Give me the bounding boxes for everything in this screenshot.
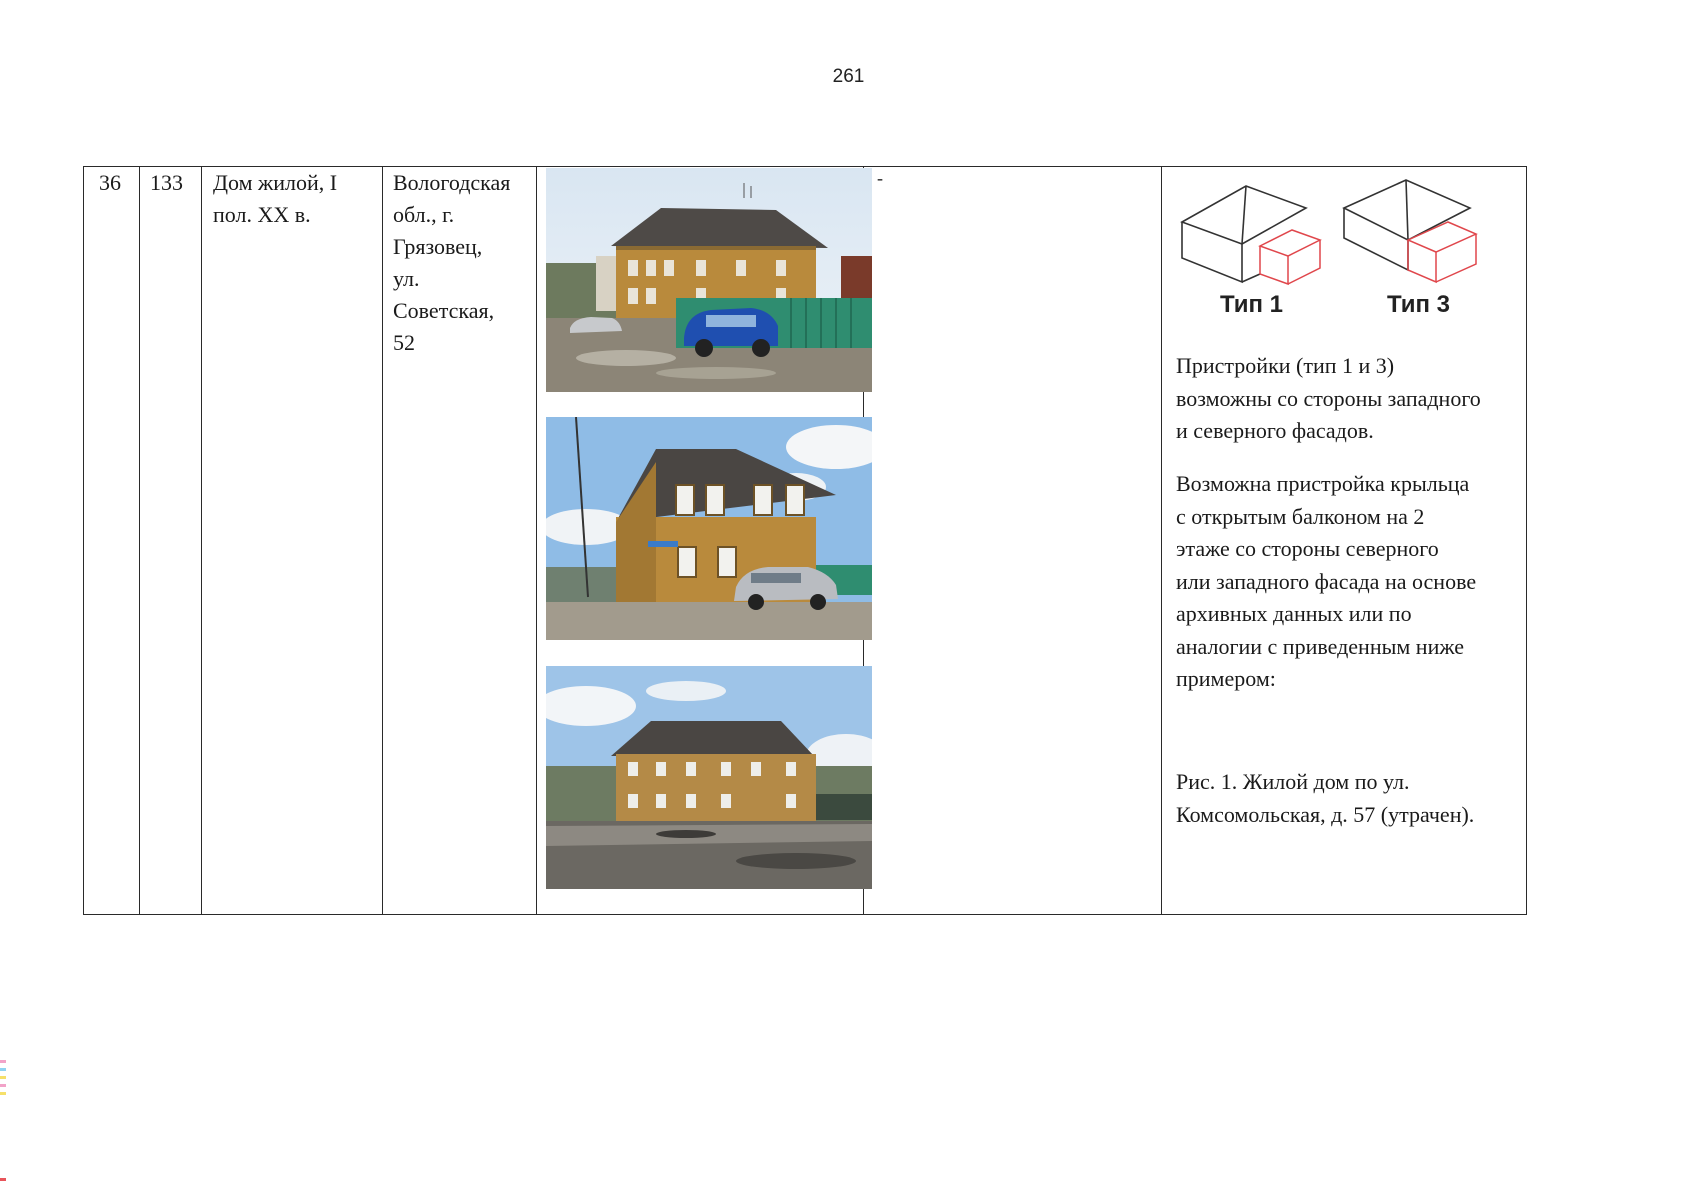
note-line: или западного фасада на основе bbox=[1176, 568, 1477, 594]
notes-paragraph-1 bbox=[1176, 350, 1526, 448]
scan-artifact bbox=[0, 1068, 6, 1071]
type3-house-icon bbox=[1344, 180, 1470, 270]
type1-label: Тип 1 bbox=[1220, 291, 1284, 318]
table-left-border bbox=[83, 166, 84, 915]
col-divider-2 bbox=[201, 166, 202, 915]
note-line: Комсомольская, д. 57 (утрачен). bbox=[1176, 801, 1475, 827]
col-divider-4 bbox=[536, 166, 537, 915]
scan-artifact bbox=[0, 1084, 6, 1087]
note-line: этаже со стороны северного bbox=[1176, 536, 1439, 561]
note-line: аналогии с приведенным ниже bbox=[1176, 633, 1465, 659]
row-code: 133 bbox=[150, 170, 183, 195]
address-line: 52 bbox=[393, 330, 415, 355]
note-line: Возможна пристройка крыльца bbox=[1176, 471, 1470, 496]
building-photo-3 bbox=[546, 666, 872, 889]
row-number: 36 bbox=[99, 170, 121, 195]
type1-extension-icon bbox=[1260, 230, 1320, 284]
extension-type-diagram bbox=[1176, 178, 1516, 288]
scan-artifact bbox=[0, 1178, 6, 1181]
object-name-line: Дом жилой, I bbox=[213, 170, 338, 195]
scan-artifact bbox=[0, 1092, 6, 1095]
scan-artifact bbox=[0, 1076, 6, 1079]
page-number: 261 bbox=[832, 66, 865, 87]
object-address bbox=[393, 167, 510, 359]
type3-label: Тип 3 bbox=[1387, 291, 1451, 318]
note-line: возможны со стороны западного bbox=[1176, 385, 1481, 411]
address-line: Советская, bbox=[393, 298, 495, 323]
note-line: и северного фасадов. bbox=[1176, 418, 1374, 443]
col-divider-3 bbox=[382, 166, 383, 915]
address-line: Грязовец, bbox=[393, 234, 483, 259]
scan-artifact bbox=[0, 1060, 6, 1063]
col-divider-6 bbox=[1161, 166, 1162, 915]
empty-cell-mark: - bbox=[877, 168, 883, 188]
object-name bbox=[213, 167, 337, 231]
building-photo-1 bbox=[546, 168, 872, 392]
table-bottom-border bbox=[83, 914, 1527, 915]
note-line: Пристройки (тип 1 и 3) bbox=[1176, 353, 1395, 378]
note-line: с открытым балконом на 2 bbox=[1176, 503, 1425, 529]
figure-caption bbox=[1176, 766, 1526, 831]
address-line: ул. bbox=[393, 266, 420, 291]
notes-paragraph-2 bbox=[1176, 468, 1526, 696]
building-photo-2 bbox=[546, 417, 872, 640]
note-line: архивных данных или по bbox=[1176, 601, 1412, 626]
note-line: Рис. 1. Жилой дом по ул. bbox=[1176, 769, 1410, 794]
note-line: примером: bbox=[1176, 666, 1276, 691]
object-name-line: пол. XX в. bbox=[213, 202, 311, 227]
col-divider-1 bbox=[139, 166, 140, 915]
type3-extension-icon bbox=[1408, 222, 1476, 282]
address-line: обл., г. bbox=[393, 202, 455, 227]
table-right-border bbox=[1526, 166, 1527, 915]
address-line: Вологодская bbox=[393, 170, 511, 195]
